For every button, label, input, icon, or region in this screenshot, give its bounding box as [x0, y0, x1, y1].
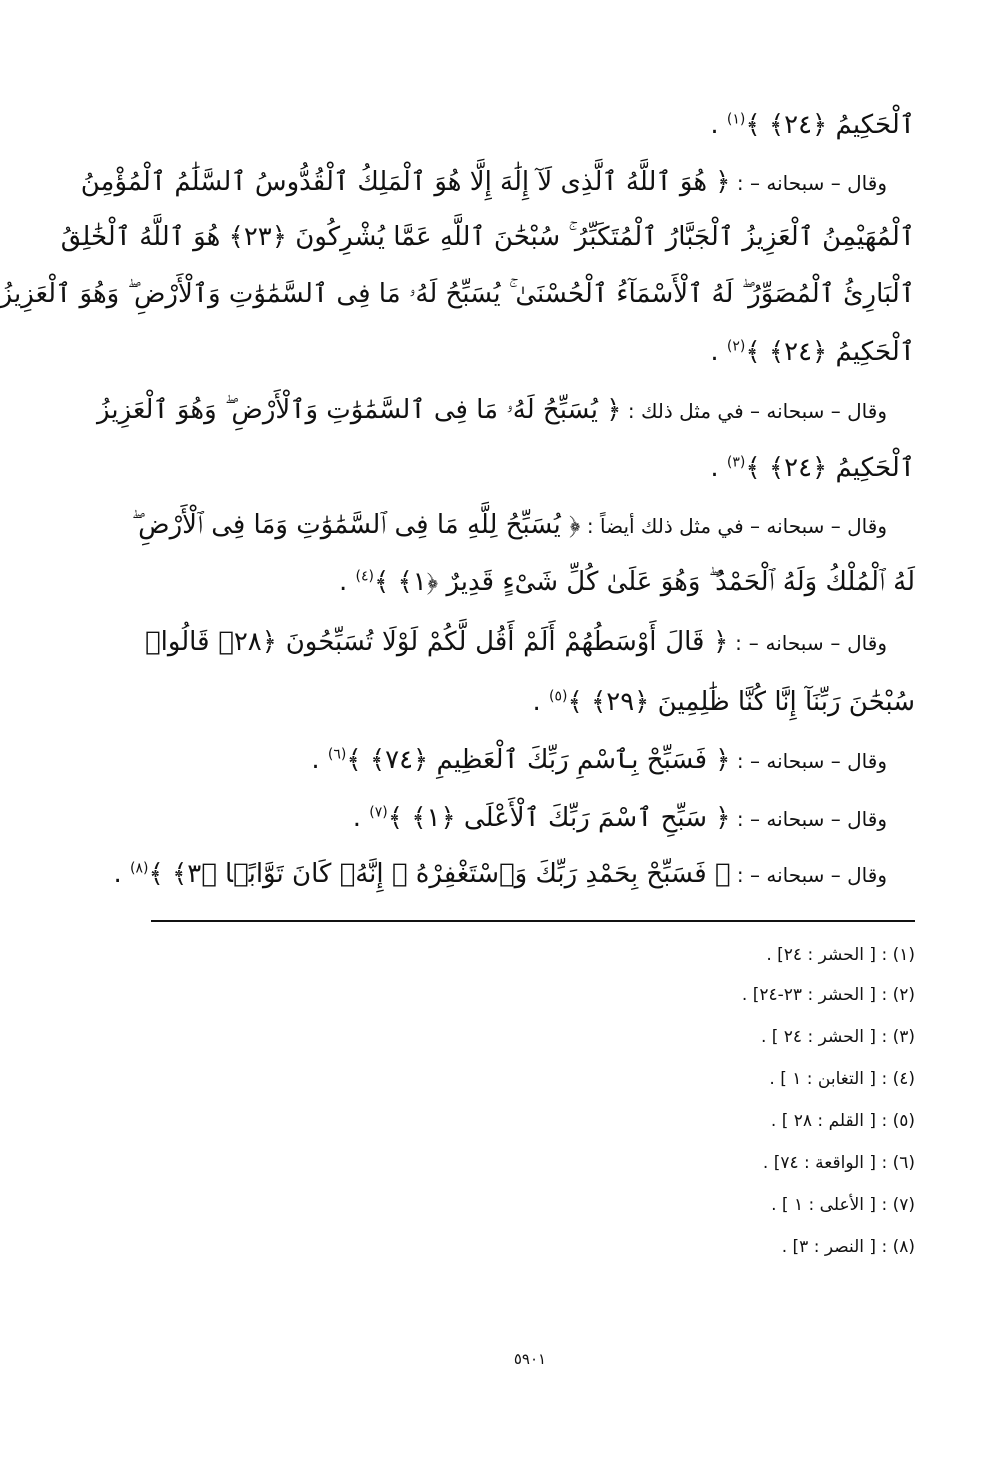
line-tail: . — [113, 859, 131, 889]
quran-verse: ﴿ هُوَ ٱللَّهُ ٱلَّذِى لَآ إِلَٰهَ إِلَّا هُوَ ٱلْمَلِكُ ٱلْقُدُّوسُ ٱلسَّلَٰمُ ٱلْمُؤْمِنُ — [80, 167, 731, 197]
footnote-separator — [151, 920, 915, 922]
text-line — [80, 160, 887, 205]
intro-text: وقال – سبحانه – في مثل ذلك : — [621, 399, 887, 423]
intro-text: وقال – سبحانه – : — [730, 749, 887, 773]
line-tail: . — [352, 803, 370, 833]
page-number: ٥٩٠١ — [513, 1350, 547, 1368]
footnote-ref: (٥) — [549, 688, 568, 705]
quran-verse: ٱلْحَكِيمُ ﴿٢٤﴾ ﴾ — [745, 337, 915, 367]
text-line — [97, 388, 887, 433]
text-line — [145, 738, 887, 783]
footnote-ref: (٢) — [726, 338, 746, 355]
footnote-ref: (١) — [726, 111, 746, 128]
line-tail: . — [710, 110, 727, 140]
quran-verse: ﴿ يُسَبِّحُ لِلَّهِ مَا فِى ٱلسَّمَٰوَٰتِ وَمَا فِى ٱلْأَرْضِ ۖ — [131, 510, 581, 540]
line-tail: . — [710, 453, 727, 483]
quran-verse: ٱلْحَكِيمُ ﴿٢٤﴾ ﴾ — [745, 453, 915, 483]
line-tail: . — [311, 745, 328, 775]
intro-text: وقال – سبحانه – في مثل ذلك أيضاً : — [580, 514, 887, 538]
footnote: (٤) : [ التغابن : ١ ] . — [769, 1069, 915, 1089]
text-line — [145, 620, 887, 665]
quran-verse: لَهُ ٱلْمُلْكُ وَلَهُ ٱلْحَمْدُ ۖ وَهُوَ عَلَىٰ كُلِّ شَىْءٍ قَدِيرٌ ﴿١﴾ ﴾ — [373, 567, 915, 597]
footnote-ref: (٣) — [726, 454, 746, 471]
text-line — [145, 796, 887, 841]
quran-verse: ﴿ فَسَبِّحْ بِحَمْدِ رَبِّكَ وَٱسْتَغْفِرْهُ ۚ إِنَّهُۥ كَانَ تَوَّابًۢا ﴿٣﴾ ﴾ — [148, 859, 731, 889]
line-tail: . — [532, 687, 550, 717]
quran-verse: ﴿ فَسَبِّحْ بِٱسْمِ رَبِّكَ ٱلْعَظِيمِ ﴿٧٤﴾ ﴾ — [346, 745, 731, 775]
line-tail: . — [710, 337, 727, 367]
footnote-ref: (٦) — [327, 746, 347, 763]
text-line — [145, 680, 915, 724]
footnote: (٣) : [ الحشر : ٢٤ ] . — [760, 1027, 915, 1047]
quran-verse: سُبْحَٰنَ رَبِّنَآ إِنَّا كُنَّا ظَٰلِمِينَ ﴿٢٩﴾ ﴾ — [567, 687, 915, 717]
intro-text: وقال – سبحانه – : — [730, 807, 887, 831]
text-line — [60, 215, 915, 259]
text-line — [145, 446, 915, 490]
text-line — [0, 272, 915, 316]
quran-verse: ٱلْمُهَيْمِنُ ٱلْعَزِيزُ ٱلْجَبَّارُ ٱلْمُتَكَبِّرُ ۚ سُبْحَٰنَ ٱللَّهِ عَمَّا يُشْرِكُونَ ﴿٢٣﴾ هُوَ ٱللَّهُ ٱلْخَٰلِقُ — [60, 222, 915, 252]
text-line — [145, 560, 915, 604]
footnote-ref: (٨) — [130, 860, 149, 877]
quran-verse: ٱلْحَكِيمُ ﴿٢٤﴾ ﴾ — [745, 110, 915, 140]
text-line — [113, 852, 887, 897]
footnote: (٢) : [ الحشر : ٢٣-٢٤] . — [741, 985, 915, 1005]
quran-verse: ﴿ يُسَبِّحُ لَهُۥ مَا فِى ٱلسَّمَٰوَٰتِ وَٱلْأَرْضِ ۖ وَهُوَ ٱلْعَزِيزُ — [97, 395, 622, 425]
footnote: (٥) : [ القلم : ٢٨ ] . — [770, 1111, 915, 1131]
line-tail: . — [338, 567, 356, 597]
intro-text: وقال – سبحانه – : — [728, 631, 887, 655]
intro-text: وقال – سبحانه – : — [730, 171, 887, 195]
footnote: (٦) : [ الواقعة : ٧٤] . — [762, 1153, 915, 1173]
intro-text: وقال – سبحانه – : — [730, 863, 887, 887]
footnote-ref: (٤) — [355, 568, 374, 585]
text-line — [145, 103, 915, 147]
footnote: (٧) : [ الأعلى : ١ ] . — [771, 1195, 915, 1215]
footnote-ref: (٧) — [369, 804, 388, 821]
text-line — [145, 330, 915, 374]
quran-verse: ٱلْبَارِئُ ٱلْمُصَوِّرُ ۖ لَهُ ٱلْأَسْمَآءُ ٱلْحُسْنَىٰ ۚ يُسَبِّحُ لَهُۥ مَا فِى ٱلسَّمَٰوَٰتِ وَٱلْأَرْضِ ۖ وَهُوَ ٱلْعَزِيزُ — [0, 279, 915, 309]
quran-verse: ﴿ سَبِّحِ ٱسْمَ رَبِّكَ ٱلْأَعْلَى ﴿١﴾ ﴾ — [387, 803, 731, 833]
text-line — [131, 503, 887, 548]
footnote: (٨) : [ النصر : ٣] . — [781, 1237, 915, 1257]
quran-verse: ﴿ قَالَ أَوْسَطُهُمْ أَلَمْ أَقُل لَّكُمْ لَوْلَا تُسَبِّحُونَ ﴿٢٨﴾ قَالُوا۟ — [145, 627, 729, 657]
footnote: (١) : [ الحشر : ٢٤] . — [766, 945, 915, 965]
